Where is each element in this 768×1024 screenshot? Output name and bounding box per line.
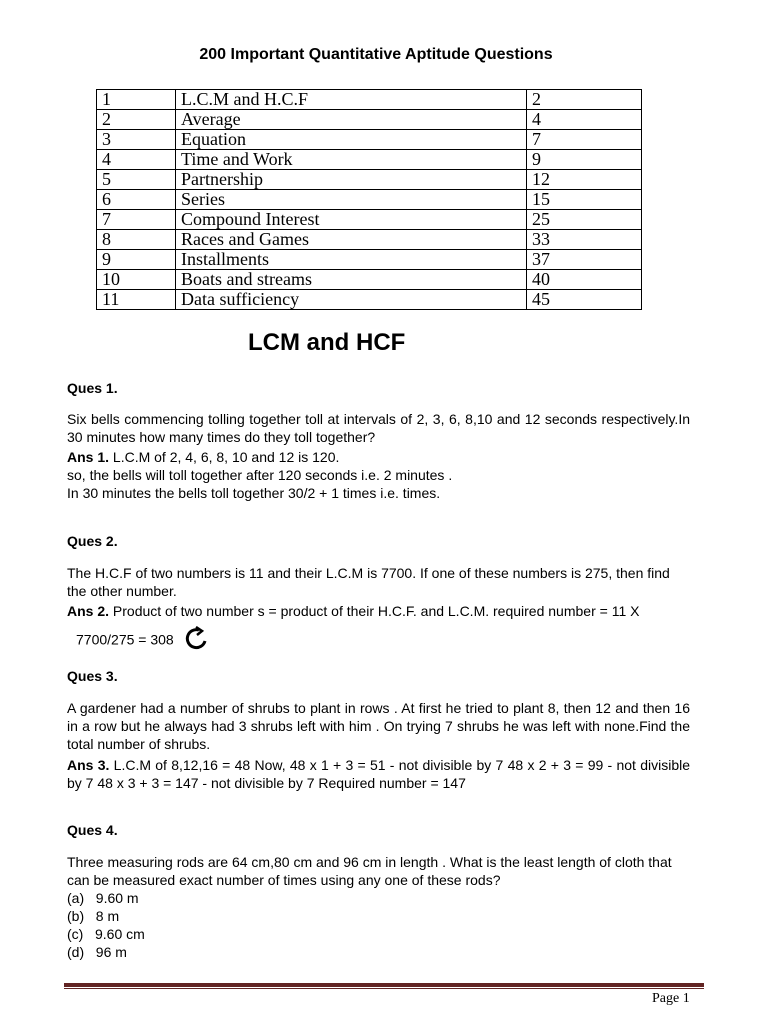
question-2-label: Ques 2.: [67, 533, 118, 549]
toc-topic: L.C.M and H.C.F: [176, 90, 527, 110]
toc-number: 5: [97, 170, 176, 190]
toc-row: [97, 290, 642, 310]
section-title: LCM and HCF: [248, 329, 406, 356]
toc-row: [97, 190, 642, 210]
toc-number: 4: [97, 150, 176, 170]
question-2-text: The H.C.F of two numbers is 11 and their L.C.M is 7700. If one of these numbers is 275, then find the other number.: [67, 565, 670, 599]
toc-number: 11: [97, 290, 176, 310]
toc-number: 9: [97, 250, 176, 270]
answer-1: Ans 1. L.C.M of 2, 4, 6, 8, 10 and 12 is 120. so, the bells will toll together after 120 seconds i.e. 2 minutes . In 30 minutes the bells toll together 30/2 + 1 times i.e. times.: [67, 449, 453, 501]
toc-row: [97, 210, 642, 230]
toc-topic: Installments: [176, 250, 527, 270]
loop-arrow-icon: [180, 626, 210, 656]
toc-topic: Races and Games: [176, 230, 527, 250]
toc-row: [97, 130, 642, 150]
option-c: (c) 9.60 cm: [67, 926, 145, 942]
toc-row: [97, 250, 642, 270]
toc-row: [97, 170, 642, 190]
option-d: (d) 96 m: [67, 944, 127, 960]
question-4-label: Ques 4.: [67, 822, 118, 838]
toc-number: 6: [97, 190, 176, 210]
contents-table: [96, 89, 642, 310]
toc-row: [97, 270, 642, 290]
toc-topic: Data sufficiency: [176, 290, 527, 310]
toc-topic: Time and Work: [176, 150, 527, 170]
toc-row: [97, 110, 642, 130]
question-4-options: [67, 889, 690, 961]
toc-row: [97, 230, 642, 250]
answer-2: Ans 2. Product of two number s = product of their H.C.F. and L.C.M. required number = 11 X: [67, 603, 640, 619]
toc-page: 7: [527, 130, 642, 150]
footer-rule-thin: [64, 988, 704, 989]
toc-number: 2: [97, 110, 176, 130]
toc-page: 37: [527, 250, 642, 270]
toc-page: 4: [527, 110, 642, 130]
question-1-label: Ques 1.: [67, 380, 118, 396]
question-1-text: Six bells commencing tolling together toll at intervals of 2, 3, 6, 8,10 and 12 seconds respectively.In 30 minutes how many times do they toll together?: [67, 411, 690, 445]
toc-page: 25: [527, 210, 642, 230]
option-b: (b) 8 m: [67, 908, 120, 924]
toc-row: [97, 90, 642, 110]
toc-topic: Equation: [176, 130, 527, 150]
toc-page: 45: [527, 290, 642, 310]
toc-number: 7: [97, 210, 176, 230]
toc-number: 1: [97, 90, 176, 110]
toc-row: [97, 150, 642, 170]
footer-rule: [64, 983, 704, 987]
toc-topic: Partnership: [176, 170, 527, 190]
toc-number: 10: [97, 270, 176, 290]
toc-number: 8: [97, 230, 176, 250]
toc-topic: Boats and streams: [176, 270, 527, 290]
document-title: 200 Important Quantitative Aptitude Questions: [199, 46, 553, 63]
toc-topic: Compound Interest: [176, 210, 527, 230]
answer-3: Ans 3. L.C.M of 8,12,16 = 48 Now, 48 x 1 + 3 = 51 - not divisible by 7 48 x 2 + 3 = 99 - not divisible by 7 48 x 3 + 3 = 147 - not divisible by 7 Required number = 147: [67, 757, 690, 791]
toc-page: 2: [527, 90, 642, 110]
page-number: Page 1: [652, 991, 690, 1006]
toc-topic: Average: [176, 110, 527, 130]
toc-page: 9: [527, 150, 642, 170]
toc-topic: Series: [176, 190, 527, 210]
option-a: (a) 9.60 m: [67, 890, 139, 906]
toc-page: 33: [527, 230, 642, 250]
toc-page: 12: [527, 170, 642, 190]
toc-number: 3: [97, 130, 176, 150]
toc-page: 40: [527, 270, 642, 290]
question-3-label: Ques 3.: [67, 668, 118, 684]
question-3-text: A gardener had a number of shrubs to plant in rows . At first he tried to plant 8, then 12 and then 16 in a row but he always had 3 shrubs left with him . On trying 7 shrubs he was left with none.Find the total number of shrubs.: [67, 700, 690, 752]
toc-page: 15: [527, 190, 642, 210]
question-4-text: Three measuring rods are 64 cm,80 cm and 96 cm in length . What is the least length of cloth that can be measured exact number of times using any one of these rods?: [67, 854, 672, 888]
answer-2-result: 7700/275 = 308: [76, 626, 699, 656]
